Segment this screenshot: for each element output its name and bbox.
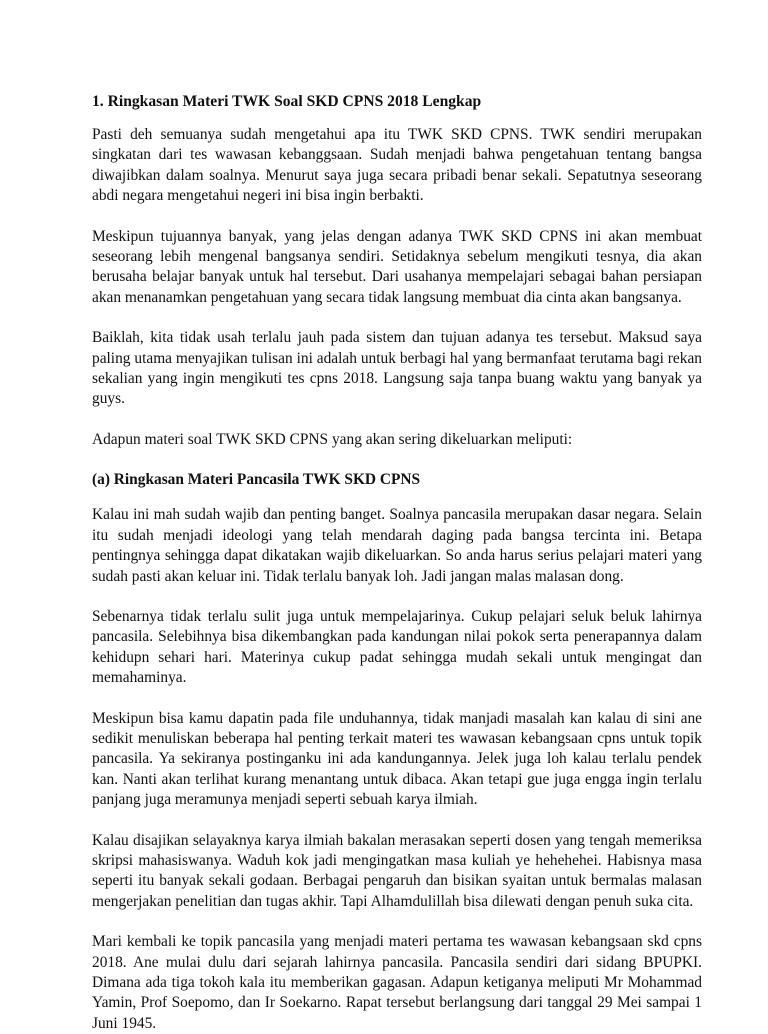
paragraph-section-4: Kalau disajikan selayaknya karya ilmiah bakalan merasakan seperti dosen yang tengah memeriksa skripsi mahasiswanya. Waduh kok jadi mengingatkan masa kuliah ye hehehehei. Habisnya masa seperti itu banyak sekali godaan. Berbagai pengaruh dan bisikan syaitan untuk bermalas malasan mengerjakan penelitian dan tugas akhir. Tapi Alhamdulillah bisa dilewati dengan penuh suka cita. [92,831,702,910]
paragraph-intro-2: Meskipun tujuannya banyak, yang jelas dengan adanya TWK SKD CPNS ini akan membuat seseorang lebih mengenal bangsanya sendiri. Setidaknya sebelum mengikuti tesnya, dia akan berusaha belajar banyak untuk hal tersebut. Dari usahanya mempelajari sebagai bahan persiapan akan menanamkan pengetahuan yang secara tidak langsung membuat dia cinta akan bangsanya. [92,227,702,306]
section-heading: (a) Ringkasan Materi Pancasila TWK SKD CPNS [92,471,421,489]
paragraph-intro-1: Pasti deh semuanya sudah mengetahui apa itu TWK SKD CPNS. TWK sendiri merupakan singkatan dari tes wawasan kebanggsaan. Sudah menjadi bahwa pengetahuan tentang bangsa diwajibkan dalam soalnya. Menurut saya juga secara pribadi benar sekali. Sepatutnya seseorang abdi negara mengetahui negeri ini bisa ingin berbakti. [92,126,702,205]
paragraph-intro-4: Adapun materi soal TWK SKD CPNS yang akan sering dikeluarkan meliputi: [92,430,573,448]
paragraph-section-2: Sebenarnya tidak terlalu sulit juga untuk mempelajarinya. Cukup pelajari seluk beluk lahirnya pancasila. Selebihnya bisa dikembangkan pada kandungan nilai pokok serta penerapannya dalam kehidupn sehari hari. Materinya cukup padat sehingga mudah sekali untuk mengingat dan memahaminya. [92,607,702,687]
paragraph-section-5: Mari kembali ke topik pancasila yang menjadi materi pertama tes wawasan kebangsaan skd cpns 2018. Ane mulai dulu dari sejarah lahirnya pancasila. Pancasila sendiri dari sidang BPUPKI. Dimana ada tiga tokoh kala itu memberikan gagasan. Adapun ketiganya meliputi Mr Mohammad Yamin, Prof Soepomo, dan Ir Soekarno. Rapat tersebut berlangsung dari tanggal 29 Mei sampai 1 Juni 1945. [92,933,702,1032]
paragraph-section-1: Kalau ini mah sudah wajib dan penting banget. Soalnya pancasila merupakan dasar negara. Selain itu sudah menjadi ideologi yang telah mendarah daging pada bangsa tercinta ini. Betapa pentingnya sehingga dapat dikatakan wajib dikeluarkan. So anda harus serius pelajari materi yang sudah pasti akan keluar ini. Tidak terlalu banyak loh. Jadi jangan malas malasan dong. [92,506,702,585]
paragraph-section-3: Meskipun bisa kamu dapatin pada file unduhannya, tidak manjadi masalah kan kalau di sini ane sedikit menuliskan beberapa hal penting terkait materi tes wawasan kebangsaan cpns untuk topik pancasila. Ya sekiranya postinganku ini ada kandungannya. Jelek juga loh kalau terlalu pendek kan. Nanti akan terlihat kurang menantang untuk dibaca. Akan tetapi gue juga engga ingin terlalu panjang juga meramunya menjadi seperti sebuah karya ilmiah. [92,709,702,809]
document-title: 1. Ringkasan Materi TWK Soal SKD CPNS 2018 Lengkap [92,93,482,110]
paragraph-intro-3: Baiklah, kita tidak usah terlalu jauh pada sistem dan tujuan adanya tes tersebut. Maksud saya paling utama menyajikan tulisan ini adalah untuk berbagi hal yang bermanfaat terutama bagi rekan sekalian yang ingin mengikuti tes cpns 2018. Langsung saja tanpa buang waktu yang banyak ya guys. [92,329,702,408]
document-page [92,92,702,1034]
